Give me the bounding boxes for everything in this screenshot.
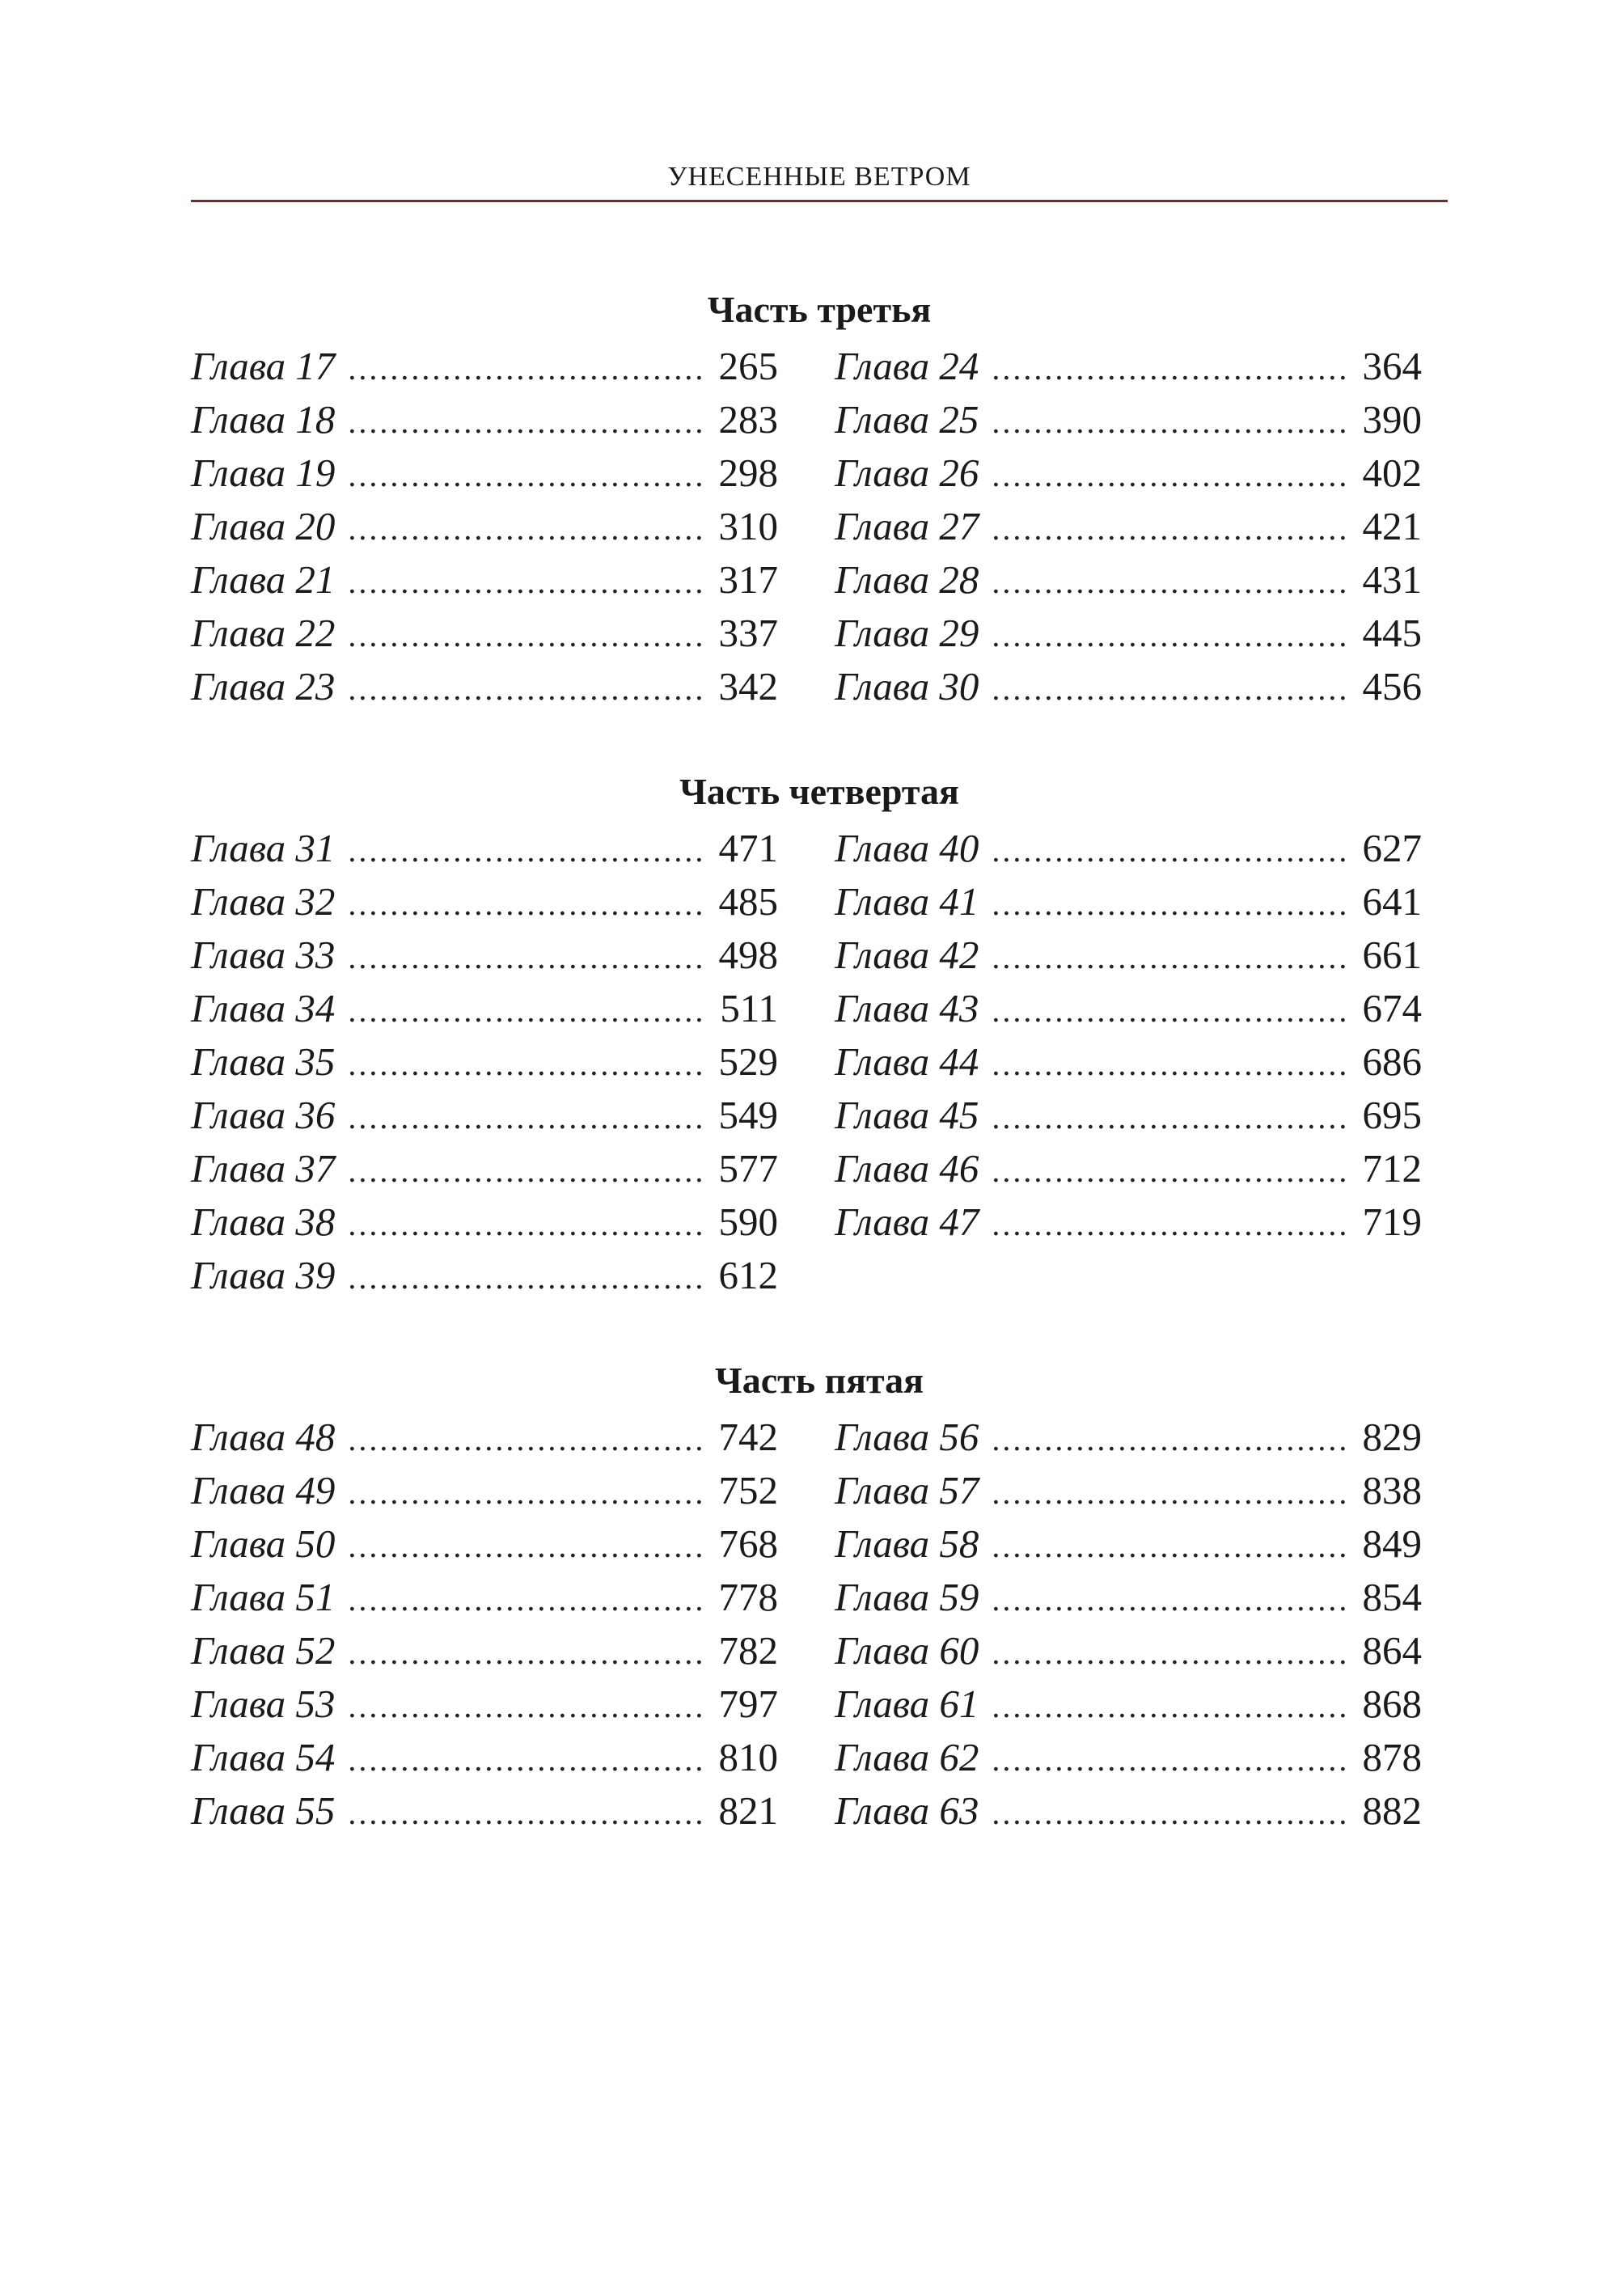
part-section bbox=[191, 1354, 1448, 1838]
chapter-label: Глава 63 bbox=[835, 1788, 979, 1833]
toc-entry[interactable] bbox=[835, 553, 1422, 607]
dot-leader bbox=[348, 556, 702, 609]
toc-entry[interactable] bbox=[835, 446, 1422, 500]
toc-entry[interactable] bbox=[191, 553, 778, 607]
chapter-label: Глава 55 bbox=[191, 1788, 336, 1833]
dot-leader bbox=[348, 396, 702, 449]
dot-leader bbox=[992, 878, 1346, 931]
toc-columns bbox=[191, 822, 1448, 1302]
chapter-label: Глава 43 bbox=[835, 986, 979, 1030]
chapter-label: Глава 56 bbox=[835, 1415, 979, 1459]
dot-leader bbox=[992, 662, 1346, 716]
toc-entry[interactable] bbox=[835, 982, 1422, 1035]
chapter-label: Глава 29 bbox=[835, 611, 979, 655]
toc-entry[interactable] bbox=[835, 1784, 1422, 1838]
page-number: 485 bbox=[718, 879, 778, 924]
dot-leader bbox=[992, 984, 1346, 1038]
dot-leader bbox=[348, 1466, 702, 1520]
toc-entry[interactable] bbox=[835, 1411, 1422, 1464]
chapter-label: Глава 51 bbox=[191, 1575, 336, 1619]
dot-leader bbox=[348, 1251, 702, 1305]
page-number: 529 bbox=[718, 1039, 778, 1084]
page-number: 431 bbox=[1362, 557, 1422, 602]
toc-entry[interactable] bbox=[835, 929, 1422, 982]
toc-entry[interactable] bbox=[191, 1411, 778, 1464]
dot-leader bbox=[348, 609, 702, 662]
chapter-label: Глава 38 bbox=[191, 1199, 336, 1244]
toc-column-left bbox=[191, 1411, 778, 1838]
dot-leader bbox=[348, 1573, 702, 1627]
toc-entry[interactable] bbox=[191, 1784, 778, 1838]
page-number: 511 bbox=[720, 986, 778, 1030]
dot-leader bbox=[992, 824, 1346, 878]
part-section bbox=[191, 765, 1448, 1302]
dot-leader bbox=[348, 1091, 702, 1144]
toc-entry[interactable] bbox=[835, 660, 1422, 713]
chapter-label: Глава 60 bbox=[835, 1628, 979, 1673]
chapter-label: Глава 39 bbox=[191, 1253, 336, 1297]
page-number: 719 bbox=[1362, 1199, 1422, 1244]
dot-leader bbox=[992, 1520, 1346, 1573]
chapter-label: Глава 41 bbox=[835, 879, 979, 924]
page-number: 590 bbox=[718, 1199, 778, 1244]
toc-entry[interactable] bbox=[191, 1731, 778, 1784]
page-number: 641 bbox=[1362, 879, 1422, 924]
page-number: 421 bbox=[1362, 504, 1422, 548]
dot-leader bbox=[348, 1520, 702, 1573]
chapter-label: Глава 44 bbox=[835, 1039, 979, 1084]
page-number: 752 bbox=[718, 1468, 778, 1512]
dot-leader bbox=[992, 396, 1346, 449]
toc-entry[interactable] bbox=[835, 393, 1422, 446]
page-number: 627 bbox=[1362, 826, 1422, 870]
dot-leader bbox=[992, 1413, 1346, 1466]
chapter-label: Глава 49 bbox=[191, 1468, 336, 1512]
page-number: 686 bbox=[1362, 1039, 1422, 1084]
toc-entry[interactable] bbox=[191, 1195, 778, 1249]
dot-leader bbox=[992, 1627, 1346, 1680]
toc-entry[interactable] bbox=[835, 607, 1422, 660]
page-number: 471 bbox=[718, 826, 778, 870]
part-section bbox=[191, 283, 1448, 713]
toc-columns bbox=[191, 340, 1448, 713]
toc-entry[interactable] bbox=[835, 875, 1422, 929]
page-number: 838 bbox=[1362, 1468, 1422, 1512]
chapter-label: Глава 23 bbox=[191, 664, 336, 709]
dot-leader bbox=[992, 1733, 1346, 1787]
toc-entry[interactable] bbox=[835, 340, 1422, 393]
chapter-label: Глава 25 bbox=[835, 397, 979, 442]
dot-leader bbox=[348, 342, 702, 396]
toc-entry[interactable] bbox=[191, 929, 778, 982]
chapter-label: Глава 34 bbox=[191, 986, 336, 1030]
toc-entry[interactable] bbox=[191, 1035, 778, 1089]
chapter-label: Глава 35 bbox=[191, 1039, 336, 1084]
chapter-label: Глава 45 bbox=[835, 1093, 979, 1137]
chapter-label: Глава 53 bbox=[191, 1682, 336, 1726]
toc-entry[interactable] bbox=[191, 393, 778, 446]
dot-leader bbox=[992, 1573, 1346, 1627]
dot-leader bbox=[348, 1787, 702, 1840]
page-number: 868 bbox=[1362, 1682, 1422, 1726]
page-number: 612 bbox=[718, 1253, 778, 1297]
chapter-label: Глава 31 bbox=[191, 826, 336, 870]
chapter-label: Глава 24 bbox=[835, 344, 979, 388]
page-number: 829 bbox=[1362, 1415, 1422, 1459]
chapter-label: Глава 28 bbox=[835, 557, 979, 602]
page-number: 768 bbox=[718, 1521, 778, 1566]
toc-entry[interactable] bbox=[835, 1571, 1422, 1624]
chapter-label: Глава 61 bbox=[835, 1682, 979, 1726]
page-number: 283 bbox=[718, 397, 778, 442]
dot-leader bbox=[992, 1680, 1346, 1733]
page-number: 882 bbox=[1362, 1788, 1422, 1833]
page-number: 390 bbox=[1362, 397, 1422, 442]
toc-entry[interactable] bbox=[191, 1624, 778, 1677]
chapter-label: Глава 32 bbox=[191, 879, 336, 924]
page-number: 778 bbox=[718, 1575, 778, 1619]
chapter-label: Глава 19 bbox=[191, 451, 336, 495]
page-number: 337 bbox=[718, 611, 778, 655]
dot-leader bbox=[992, 1787, 1346, 1840]
dot-leader bbox=[348, 502, 702, 556]
page-number: 456 bbox=[1362, 664, 1422, 709]
chapter-label: Глава 57 bbox=[835, 1468, 979, 1512]
dot-leader bbox=[348, 878, 702, 931]
dot-leader bbox=[348, 1627, 702, 1680]
chapter-label: Глава 18 bbox=[191, 397, 336, 442]
chapter-label: Глава 48 bbox=[191, 1415, 336, 1459]
page-number: 317 bbox=[718, 557, 778, 602]
chapter-label: Глава 21 bbox=[191, 557, 336, 602]
dot-leader bbox=[348, 1198, 702, 1251]
dot-leader bbox=[348, 1144, 702, 1198]
chapter-label: Глава 27 bbox=[835, 504, 979, 548]
chapter-label: Глава 54 bbox=[191, 1735, 336, 1779]
toc-column-right bbox=[835, 822, 1422, 1249]
chapter-label: Глава 22 bbox=[191, 611, 336, 655]
dot-leader bbox=[992, 1038, 1346, 1091]
page-number: 810 bbox=[718, 1735, 778, 1779]
dot-leader bbox=[992, 609, 1346, 662]
page-number: 364 bbox=[1362, 344, 1422, 388]
toc-entry[interactable] bbox=[191, 660, 778, 713]
chapter-label: Глава 37 bbox=[191, 1146, 336, 1191]
page-number: 849 bbox=[1362, 1521, 1422, 1566]
toc-entry[interactable] bbox=[191, 1464, 778, 1517]
chapter-label: Глава 58 bbox=[835, 1521, 979, 1566]
toc-entry[interactable] bbox=[835, 1624, 1422, 1677]
chapter-label: Глава 62 bbox=[835, 1735, 979, 1779]
dot-leader bbox=[348, 984, 702, 1038]
dot-leader bbox=[348, 662, 702, 716]
toc-entry[interactable] bbox=[191, 1677, 778, 1731]
dot-leader bbox=[992, 502, 1346, 556]
page-number: 498 bbox=[718, 933, 778, 977]
chapter-label: Глава 40 bbox=[835, 826, 979, 870]
page-number: 742 bbox=[718, 1415, 778, 1459]
toc-columns bbox=[191, 1411, 1448, 1838]
toc-entry[interactable] bbox=[191, 340, 778, 393]
page-number: 695 bbox=[1362, 1093, 1422, 1137]
dot-leader bbox=[992, 342, 1346, 396]
page-number: 878 bbox=[1362, 1735, 1422, 1779]
toc-column-right bbox=[835, 1411, 1422, 1838]
dot-leader bbox=[992, 1466, 1346, 1520]
chapter-label: Глава 33 bbox=[191, 933, 336, 977]
toc-entry[interactable] bbox=[835, 1677, 1422, 1731]
toc-column-left bbox=[191, 340, 778, 713]
toc-entry[interactable] bbox=[191, 607, 778, 660]
page-number: 265 bbox=[718, 344, 778, 388]
part-title: Часть третья bbox=[707, 289, 932, 330]
chapter-label: Глава 20 bbox=[191, 504, 336, 548]
chapter-label: Глава 52 bbox=[191, 1628, 336, 1673]
chapter-label: Глава 17 bbox=[191, 344, 336, 388]
dot-leader bbox=[348, 824, 702, 878]
dot-leader bbox=[992, 556, 1346, 609]
toc-entry[interactable] bbox=[835, 822, 1422, 875]
chapter-label: Глава 59 bbox=[835, 1575, 979, 1619]
toc-column-right bbox=[835, 340, 1422, 713]
page-number: 661 bbox=[1362, 933, 1422, 977]
dot-leader bbox=[348, 931, 702, 984]
dot-leader bbox=[992, 1091, 1346, 1144]
toc-entry[interactable] bbox=[191, 1517, 778, 1571]
chapter-label: Глава 30 bbox=[835, 664, 979, 709]
toc-entry[interactable] bbox=[191, 822, 778, 875]
toc-entry[interactable] bbox=[191, 1571, 778, 1624]
page-number: 310 bbox=[718, 504, 778, 548]
chapter-label: Глава 47 bbox=[835, 1199, 979, 1244]
page-number: 342 bbox=[718, 664, 778, 709]
toc-entry[interactable] bbox=[835, 1142, 1422, 1195]
dot-leader bbox=[348, 1733, 702, 1787]
toc-entry[interactable] bbox=[835, 1035, 1422, 1089]
toc-entry[interactable] bbox=[835, 500, 1422, 553]
page-number: 674 bbox=[1362, 986, 1422, 1030]
chapter-label: Глава 26 bbox=[835, 451, 979, 495]
dot-leader bbox=[992, 931, 1346, 984]
header-rule bbox=[191, 200, 1448, 202]
page-number: 854 bbox=[1362, 1575, 1422, 1619]
page-number: 402 bbox=[1362, 451, 1422, 495]
dot-leader bbox=[348, 1413, 702, 1466]
dot-leader bbox=[348, 449, 702, 502]
dot-leader bbox=[348, 1680, 702, 1733]
toc-entry[interactable] bbox=[191, 1142, 778, 1195]
page-number: 577 bbox=[718, 1146, 778, 1191]
toc-entry[interactable] bbox=[191, 982, 778, 1035]
page-number: 712 bbox=[1362, 1146, 1422, 1191]
toc-entry[interactable] bbox=[191, 500, 778, 553]
running-head: УНЕСЕННЫЕ ВЕТРОМ bbox=[667, 162, 971, 192]
toc-entry[interactable] bbox=[835, 1517, 1422, 1571]
part-title: Часть пятая bbox=[714, 1360, 924, 1401]
toc-entry[interactable] bbox=[835, 1195, 1422, 1249]
dot-leader bbox=[992, 1198, 1346, 1251]
chapter-label: Глава 50 bbox=[191, 1521, 336, 1566]
toc-column-left bbox=[191, 822, 778, 1302]
page-number: 864 bbox=[1362, 1628, 1422, 1673]
page-number: 797 bbox=[718, 1682, 778, 1726]
dot-leader bbox=[992, 1144, 1346, 1198]
chapter-label: Глава 36 bbox=[191, 1093, 336, 1137]
page-number: 298 bbox=[718, 451, 778, 495]
toc-entry[interactable] bbox=[191, 446, 778, 500]
page-number: 445 bbox=[1362, 611, 1422, 655]
toc-entry[interactable] bbox=[835, 1464, 1422, 1517]
page-number: 821 bbox=[718, 1788, 778, 1833]
page-number: 782 bbox=[718, 1628, 778, 1673]
part-title: Часть четвертая bbox=[679, 771, 959, 812]
toc-entry[interactable] bbox=[191, 1249, 778, 1302]
chapter-label: Глава 46 bbox=[835, 1146, 979, 1191]
chapter-label: Глава 42 bbox=[835, 933, 979, 977]
toc-entry[interactable] bbox=[191, 1089, 778, 1142]
toc-entry[interactable] bbox=[835, 1731, 1422, 1784]
toc-entry[interactable] bbox=[191, 875, 778, 929]
dot-leader bbox=[348, 1038, 702, 1091]
page-number: 549 bbox=[718, 1093, 778, 1137]
toc-entry[interactable] bbox=[835, 1089, 1422, 1142]
dot-leader bbox=[992, 449, 1346, 502]
